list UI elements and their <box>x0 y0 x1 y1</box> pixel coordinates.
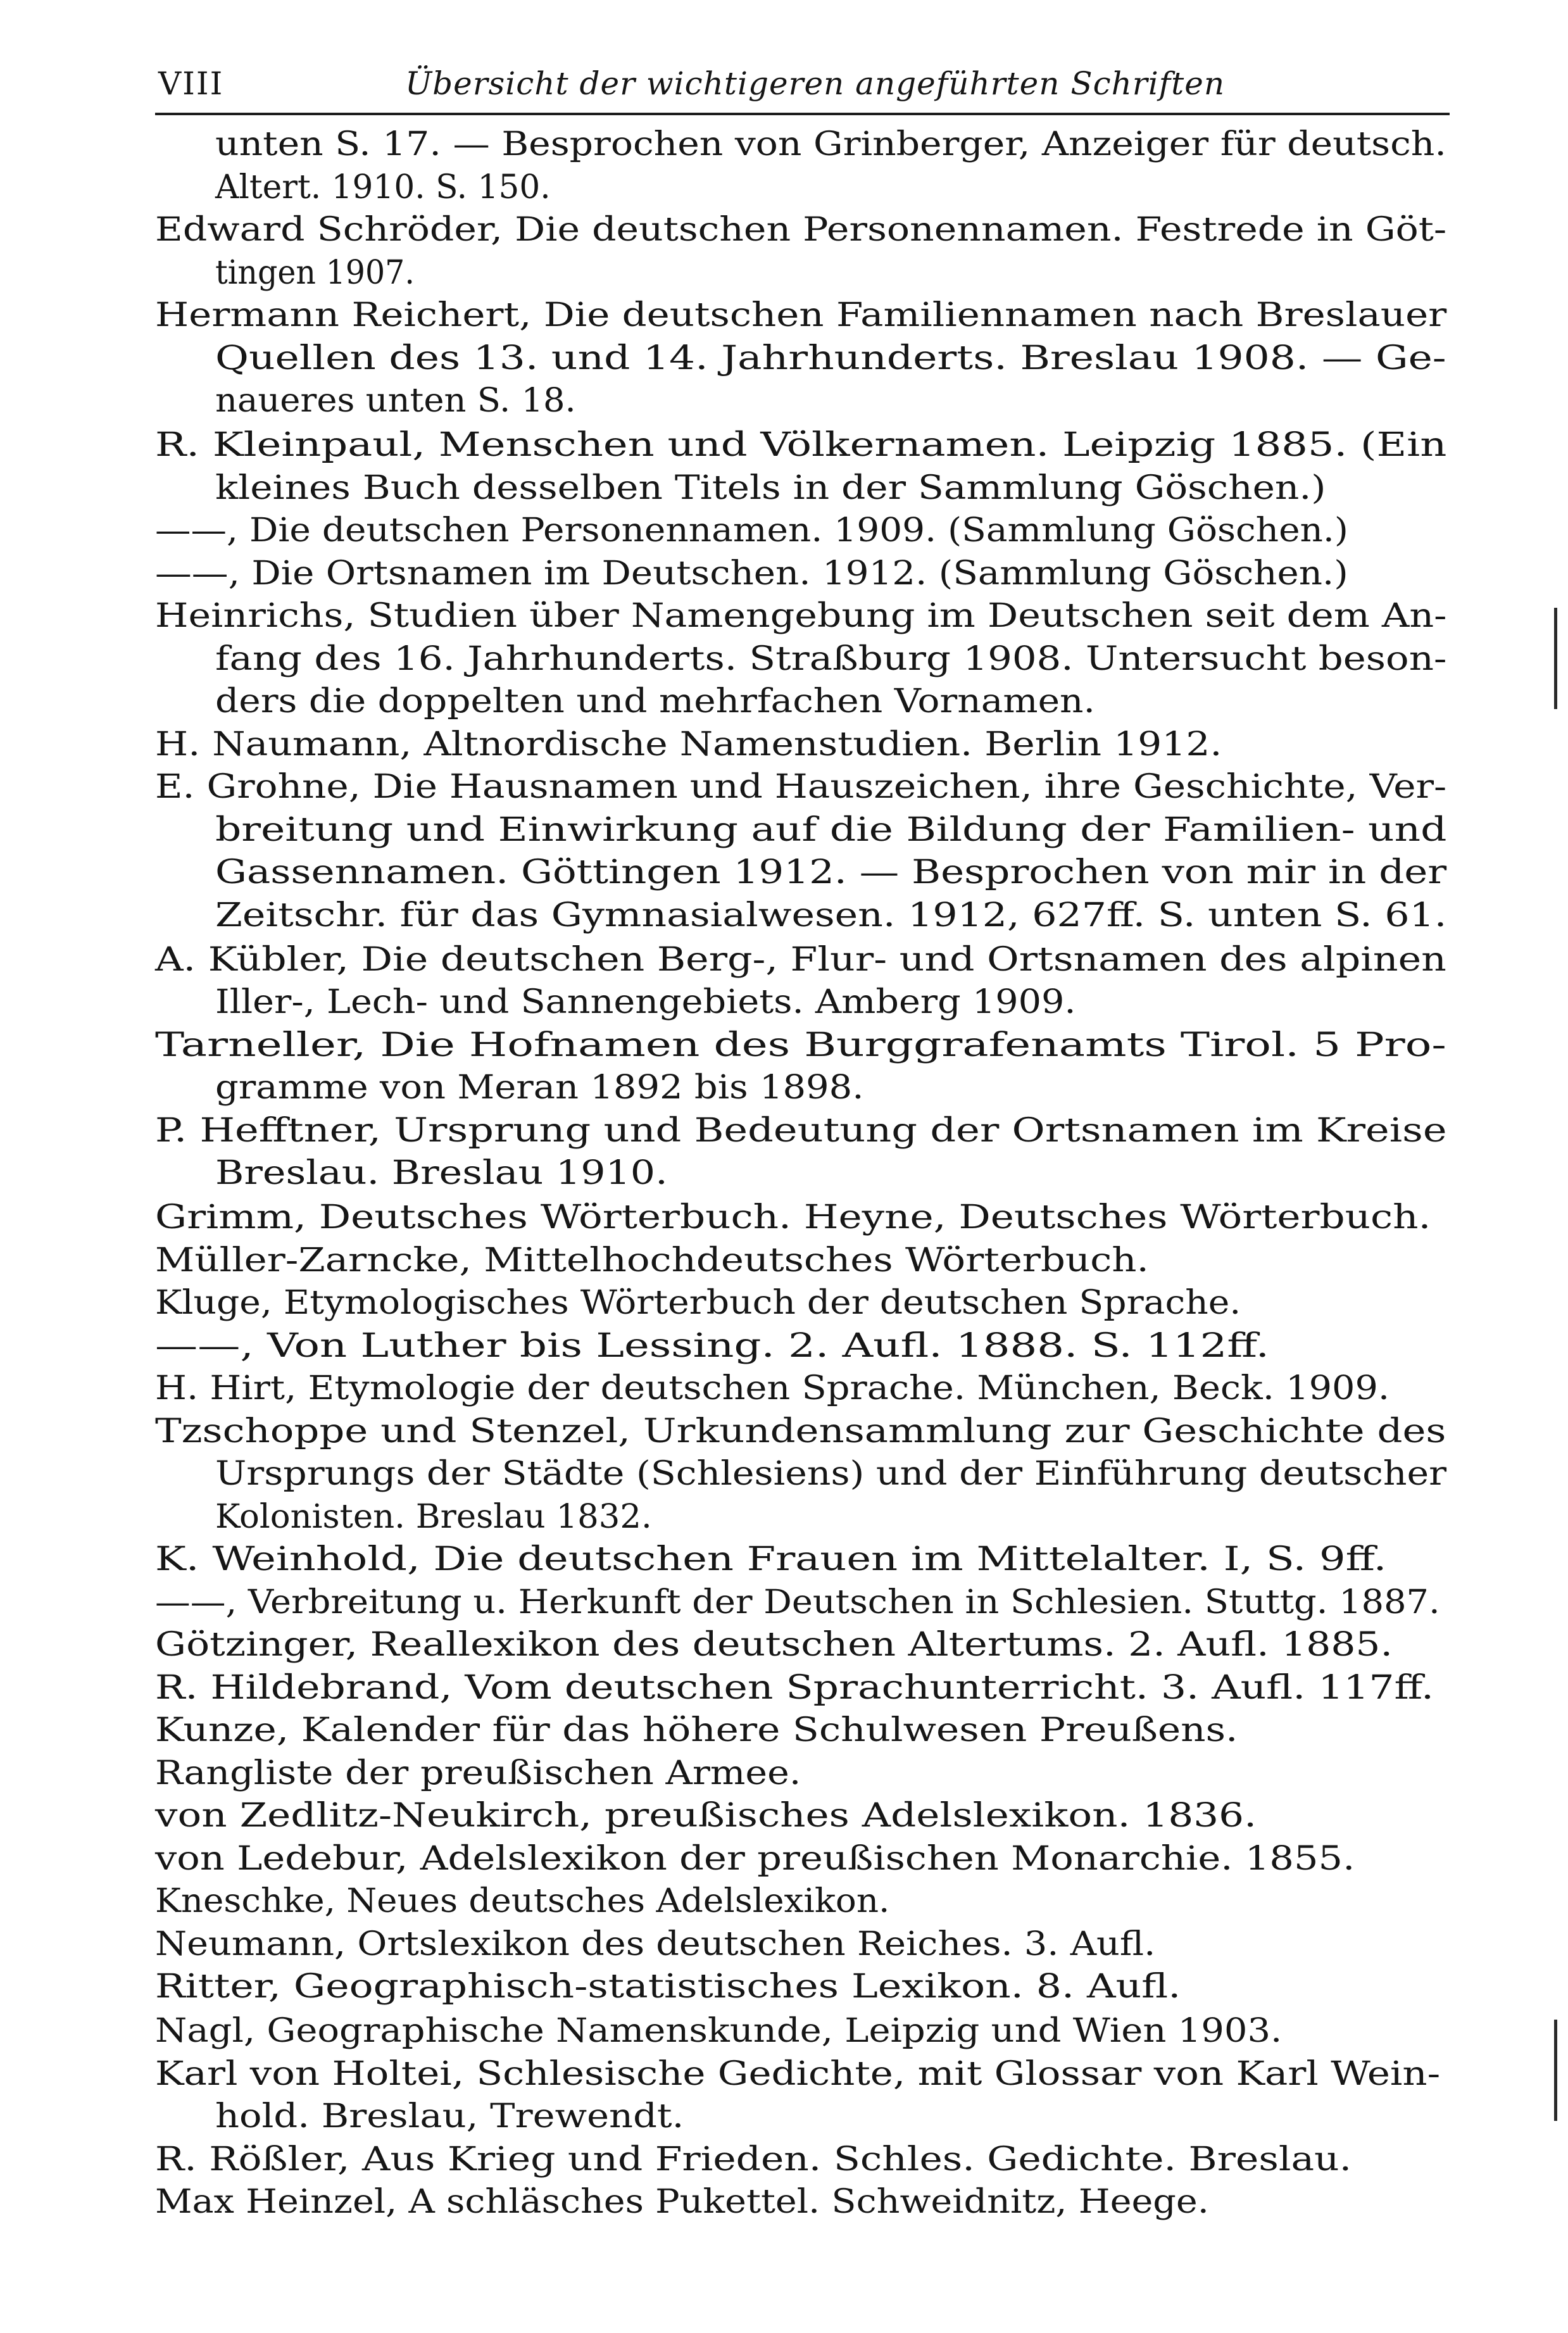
text-line: Gassennamen. Göttingen 1912. — Besprochen von mir in der <box>215 853 1447 891</box>
text-line: Kluge, Etymologisches Wörterbuch der deutschen Sprache. <box>155 1284 1241 1322</box>
text-line: Ursprungs der Städte (Schlesiens) und der Einführung deutscher <box>215 1455 1447 1493</box>
text-line: ——, Von Luther bis Lessing. 2. Aufl. 1888. S. 112ff. <box>155 1327 1270 1365</box>
text-line: Nagl, Geographische Namenskunde, Leipzig und Wien 1903. <box>155 2012 1283 2050</box>
text-line: Heinrichs, Studien über Namengebung im Deutschen seit dem An- <box>155 597 1447 635</box>
text-line: R. Kleinpaul, Menschen und Völkernamen. Leipzig 1885. (Ein <box>155 426 1447 464</box>
text-line: Kneschke, Neues deutsches Adelslexikon. <box>155 1882 890 1920</box>
text-line: naueres unten S. 18. <box>215 382 576 420</box>
text-line: Max Heinzel, A schläsches Pukettel. Schweidnitz, Heege. <box>155 2183 1209 2221</box>
text-line: A. Kübler, Die deutschen Berg-, Flur- und Ortsnamen des alpinen <box>155 941 1446 979</box>
text-line: ——, Die Ortsnamen im Deutschen. 1912. (Sammlung Göschen.) <box>155 555 1348 593</box>
text-line: Edward Schröder, Die deutschen Personennamen. Festrede in Göt- <box>155 211 1447 249</box>
text-line: Müller-Zarncke, Mittelhochdeutsches Wörterbuch. <box>155 1242 1149 1280</box>
text-line: Götzinger, Reallexikon des deutschen Altertums. 2. Aufl. 1885. <box>155 1626 1393 1664</box>
text-line: gramme von Meran 1892 bis 1898. <box>215 1069 864 1107</box>
text-line: von Ledebur, Adelslexikon der preußischen Monarchie. 1855. <box>155 1840 1355 1878</box>
text-line: Grimm, Deutsches Wörterbuch. Heyne, Deutsches Wörterbuch. <box>155 1198 1431 1236</box>
text-line: Ritter, Geographisch-statistisches Lexikon. 8. Aufl. <box>155 1968 1181 2006</box>
text-line: E. Grohne, Die Hausnamen und Hauszeichen, ihre Geschichte, Ver- <box>155 768 1447 806</box>
text-line: Altert. 1910. S. 150. <box>215 168 551 206</box>
text-line: fang des 16. Jahrhunderts. Straßburg 1908. Untersucht beson- <box>215 640 1447 678</box>
text-line: H. Naumann, Altnordische Namenstudien. Berlin 1912. <box>155 726 1222 764</box>
text-line: Kunze, Kalender für das höhere Schulwesen Preußens. <box>155 1711 1238 1749</box>
text-line: Iller-, Lech- und Sannengebiets. Amberg 1909. <box>215 983 1076 1021</box>
text-line: Tzschoppe und Stenzel, Urkundensammlung zur Geschichte des <box>155 1412 1446 1450</box>
text-line: K. Weinhold, Die deutschen Frauen im Mittelalter. I, S. 9ff. <box>155 1540 1387 1578</box>
text-line: Karl von Holtei, Schlesische Gedichte, mit Glossar von Karl Wein- <box>155 2055 1441 2093</box>
text-line: kleines Buch desselben Titels in der Sammlung Göschen.) <box>215 469 1326 507</box>
text-line: ——, Die deutschen Personennamen. 1909. (Sammlung Göschen.) <box>155 512 1348 550</box>
text-line: unten S. 17. — Besprochen von Grinberger, Anzeiger für deutsch. <box>215 125 1446 163</box>
running-head: Übersicht der wichtigeren angeführten Schriften <box>405 65 1226 102</box>
text-line: ders die doppelten und mehrfachen Vornamen. <box>215 682 1096 720</box>
page-number: VIII <box>158 65 224 102</box>
text-line: Kolonisten. Breslau 1832. <box>215 1498 652 1536</box>
text-line: tingen 1907. <box>215 254 415 292</box>
margin-mark <box>1554 2020 1557 2121</box>
text-line: P. Hefftner, Ursprung und Bedeutung der Ortsnamen im Kreise <box>155 1112 1447 1150</box>
text-line: Rangliste der preußischen Armee. <box>155 1754 801 1792</box>
text-line: Tarneller, Die Hofnamen des Burggrafenamts Tirol. 5 Pro- <box>155 1026 1446 1064</box>
text-line: ——, Verbreitung u. Herkunft der Deutschen in Schlesien. Stuttg. 1887. <box>155 1583 1440 1621</box>
text-line: Zeitschr. für das Gymnasialwesen. 1912, 627ff. S. unten S. 61. <box>215 896 1447 934</box>
text-line: Quellen des 13. und 14. Jahrhunderts. Breslau 1908. — Ge- <box>215 339 1446 377</box>
text-line: R. Rößler, Aus Krieg und Frieden. Schles. Gedichte. Breslau. <box>155 2141 1352 2179</box>
text-line: von Zedlitz-Neukirch, preußisches Adelslexikon. 1836. <box>155 1797 1257 1835</box>
text-line: hold. Breslau, Trewendt. <box>215 2097 684 2135</box>
text-line: Hermann Reichert, Die deutschen Familiennamen nach Breslauer <box>155 296 1447 334</box>
margin-mark <box>1554 608 1557 709</box>
text-line: R. Hildebrand, Vom deutschen Sprachunterricht. 3. Aufl. 117ff. <box>155 1669 1434 1707</box>
text-line: Neumann, Ortslexikon des deutschen Reiches. 3. Aufl. <box>155 1925 1156 1963</box>
text-line: Breslau. Breslau 1910. <box>215 1154 668 1192</box>
text-line: breitung und Einwirkung auf die Bildung der Familien- und <box>215 811 1447 849</box>
text-line: H. Hirt, Etymologie der deutschen Sprache. München, Beck. 1909. <box>155 1369 1390 1407</box>
